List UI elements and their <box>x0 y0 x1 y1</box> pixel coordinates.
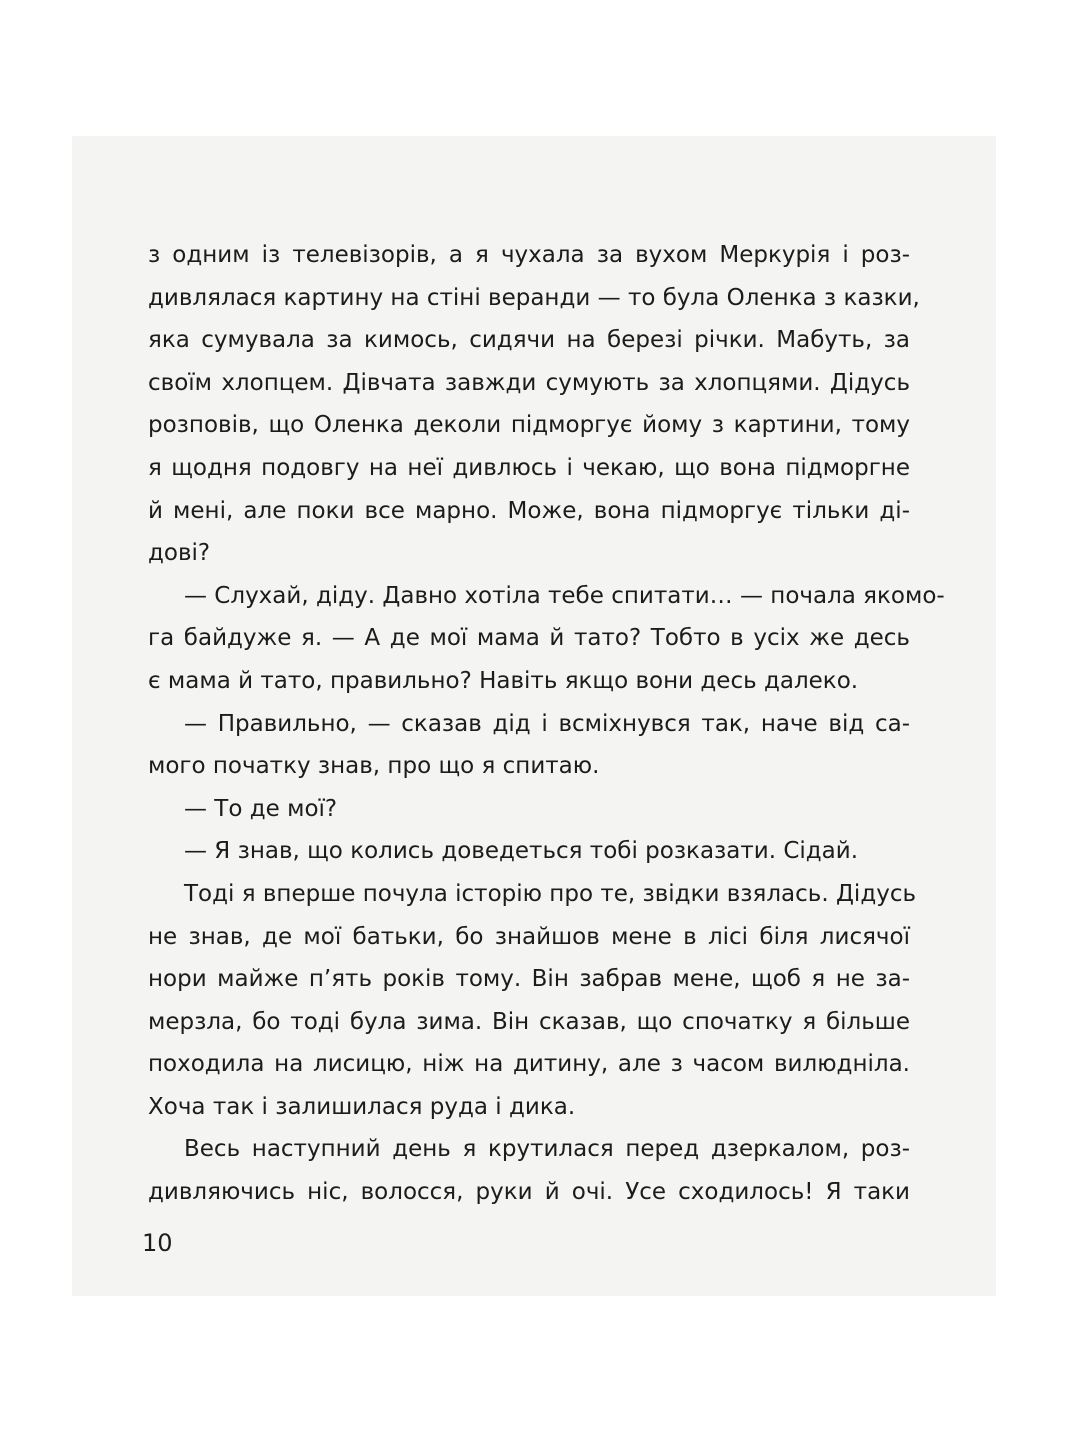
text-line: мерзла, бо тоді була зима. Він сказав, що спочатку я більше <box>148 1008 910 1035</box>
text-line: мого початку знав, про що я спитаю. <box>148 753 600 780</box>
book-page <box>72 136 996 1296</box>
text-line: нори майже п’ять років тому. Він забрав мене, щоб я не за- <box>148 966 910 993</box>
text-line: дивлялася картину на стіні веранди — то була Оленка з казки, <box>148 284 920 311</box>
text-line: Тоді я вперше почула історію про те, звідки взялась. Дідусь <box>184 880 917 907</box>
text-line: — То де мої? <box>184 795 338 822</box>
text-line: я щодня подовгу на неї дивлюсь і чекаю, що вона підморгне <box>148 454 910 481</box>
text-line: — Слухай, діду. Давно хотіла тебе спитати… — почала якомо- <box>184 582 945 609</box>
text-line: розповів, що Оленка деколи підморгує йому з картини, тому <box>148 412 910 439</box>
body-text <box>148 234 945 1214</box>
text-line: своїм хлопцем. Дівчата завжди сумують за хлопцями. Дідусь <box>148 369 910 396</box>
text-line: — Правильно, — сказав дід і всміхнувся так, наче від са- <box>184 710 910 737</box>
text-line: га байдуже я. — А де мої мама й тато? Тобто в усіх же десь <box>148 625 910 652</box>
text-line: є мама й тато, правильно? Навіть якщо вони десь далеко. <box>148 667 859 694</box>
text-line: яка сумувала за кимось, сидячи на березі річки. Мабуть, за <box>148 327 910 354</box>
text-line: Весь наступний день я крутилася перед дзеркалом, роз- <box>184 1136 910 1163</box>
text-line: дові? <box>148 540 211 567</box>
page-number: 10 <box>142 1229 173 1257</box>
text-line: не знав, де мої батьки, бо знайшов мене в лісі біля лисячої <box>148 923 910 950</box>
text-line: дивляючись ніс, волосся, руки й очі. Усе сходилось! Я таки <box>148 1179 910 1206</box>
text-line: й мені, але поки все марно. Може, вона підморгує тільки ді- <box>148 497 910 524</box>
text-line: — Я знав, що колись доведеться тобі розказати. Сідай. <box>184 838 859 865</box>
text-line: Хоча так і залишилася руда і дика. <box>148 1093 576 1120</box>
text-line: з одним із телевізорів, а я чухала за вухом Меркурія і роз- <box>148 242 910 268</box>
text-line: походила на лисицю, ніж на дитину, але з часом вилюдніла. <box>148 1051 910 1078</box>
